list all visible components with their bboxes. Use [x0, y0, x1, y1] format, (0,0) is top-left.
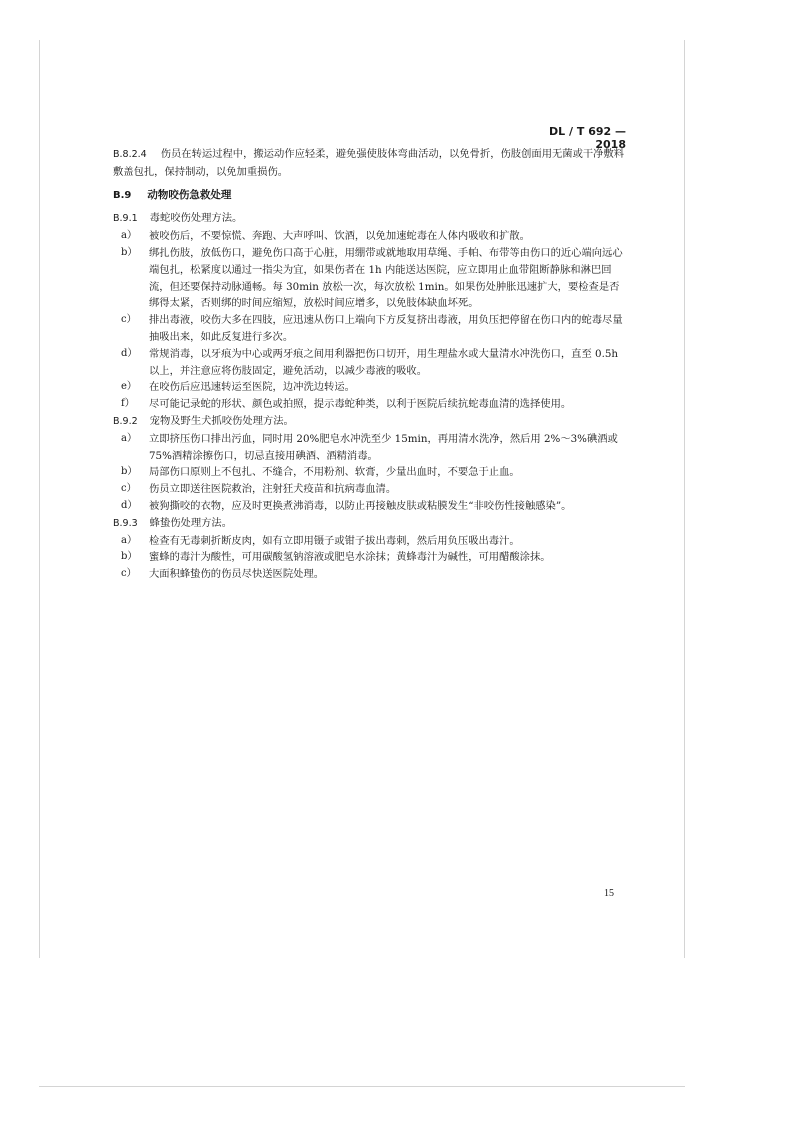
list-marker: a） [121, 534, 137, 546]
subsection-number: B.9.1 [113, 213, 138, 225]
clause-b8-2-4 [113, 146, 627, 181]
list-text: 被咬伤后，不要惊慌、奔跑、大声呼叫、饮酒，以免加速蛇毒在人体内吸收和扩散。 [149, 230, 530, 243]
list-text: 排出毒液，咬伤大多在四肢，应迅速从伤口上端向下方反复挤出毒液，用负压把停留在伤口内的蛇毒尽量抽吸出来，如此反复进行多次。 [149, 314, 623, 343]
list-marker: a） [121, 230, 137, 242]
list-item [113, 533, 627, 550]
right-margin-line [684, 40, 685, 958]
list-marker: c） [121, 314, 137, 326]
list-marker: c） [121, 568, 137, 580]
list-item [113, 481, 627, 498]
list-text: 在咬伤后应迅速转运至医院，边冲洗边转运。 [149, 381, 355, 394]
subsection-heading [113, 515, 627, 533]
list-text: 立即挤压伤口排出污血，同时用 20%肥皂水冲洗至少 15min，再用清水洗净，然后用 2%～3%碘酒或 75%酒精涂擦伤口，切忌直接用碘酒、酒精消毒。 [149, 432, 618, 462]
list-text: 伤员立即送往医院救治，注射狂犬疫苗和抗病毒血清。 [149, 483, 397, 496]
subsection-title: 宠物及野生犬抓咬伤处理方法。 [149, 414, 294, 427]
left-margin-line [39, 40, 40, 958]
page-content [113, 146, 627, 583]
list-marker: b） [121, 466, 138, 478]
list-item [113, 228, 627, 245]
document-code: DL / T 692 — 2018 [549, 125, 626, 151]
list-text: 检查有无毒刺折断皮肉，如有立即用镊子或钳子拔出毒刺，然后用负压吸出毒汁。 [149, 534, 520, 547]
list-marker: d） [121, 499, 138, 511]
list-marker: f） [121, 398, 135, 410]
bottom-rule [39, 1086, 685, 1087]
subsection-heading [113, 210, 627, 228]
list-item [113, 549, 627, 566]
list-item [113, 431, 627, 465]
list-marker: e） [121, 381, 137, 393]
list-item [113, 566, 627, 583]
list-item [113, 396, 627, 413]
list-text: 局部伤口原则上不包扎、不缝合，不用粉剂、软膏，少量出血时，不要急于止血。 [149, 466, 520, 479]
page-number: 15 [604, 888, 614, 899]
subsection-number: B.9.2 [113, 415, 138, 427]
section-number: B.9 [113, 189, 132, 201]
list-marker: c） [121, 483, 137, 495]
section-heading [113, 187, 627, 205]
list-item [113, 464, 627, 481]
list-text: 绑扎伤肢，放低伤口，避免伤口高于心脏，用绷带或就地取用草绳、手帕、布带等由伤口的近心端向远心端包扎，松紧度以通过一指尖为宜，如果伤者在 1h 内能送达医院，应立即用止血带阻断静脉和淋巴回流，但还要保持动脉通畅。每 30min 放松一次，每次放松 1min。如果伤处肿胀迅速扩大，要检查是否绑得太紧，否则绑的时间应缩短，放松时间应增多，以免肢体缺血坏死。 [149, 246, 623, 310]
list-item [113, 245, 627, 312]
list-item [113, 379, 627, 396]
list-item [113, 312, 627, 346]
list-marker: a） [121, 432, 137, 444]
section-title: 动物咬伤急救处理 [147, 188, 232, 201]
subsection-number: B.9.3 [113, 517, 138, 529]
list-text: 大面积蜂蛰伤的伤员尽快送医院处理。 [149, 568, 325, 581]
list-marker: b） [121, 551, 138, 563]
list-text: 蜜蜂的毒汁为酸性，可用碳酸氢钠溶液或肥皂水涂抹；黄蜂毒汁为碱性，可用醋酸涂抹。 [149, 551, 551, 564]
clause-text: 伤员在转运过程中，搬运动作应轻柔，避免强使肢体弯曲活动，以免骨折，伤肢创面用无菌或干净敷料敷盖包扎，保持制动，以免加重损伤。 [113, 148, 625, 178]
list-text: 尽可能记录蛇的形状、颜色或拍照，提示毒蛇种类，以利于医院后续抗蛇毒血清的选择使用。 [149, 398, 572, 411]
subsection-title: 毒蛇咬伤处理方法。 [149, 212, 243, 225]
list-text: 被狗撕咬的衣物，应及时更换煮沸消毒，以防止再接触皮肤或粘膜发生“非咬伤性接触感染”。 [149, 499, 572, 512]
list-item [113, 498, 627, 515]
list-item [113, 346, 627, 380]
subsection-title: 蜂蛰伤处理方法。 [149, 516, 233, 529]
list-text: 常规消毒，以牙痕为中心或两牙痕之间用利器把伤口切开，用生理盐水或大量清水冲洗伤口，直至 0.5h 以上，并注意应将伤肢固定，避免活动，以减少毒液的吸收。 [149, 347, 619, 377]
subsection-heading [113, 413, 627, 431]
list-marker: b） [121, 246, 138, 258]
clause-number: B.8.2.4 [113, 149, 147, 160]
list-marker: d） [121, 347, 138, 359]
